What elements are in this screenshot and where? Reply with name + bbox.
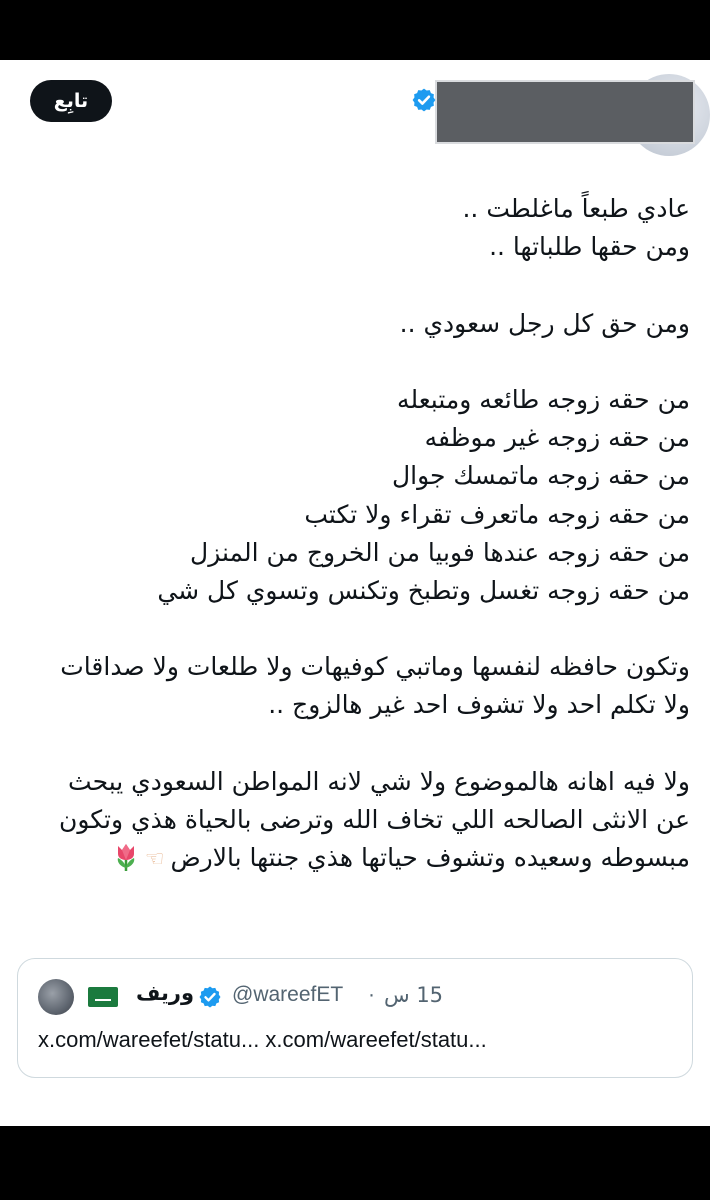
tweet-line-text: مبسوطه وسعيده وتشوف حياتها هذي جنتها بالارض	[170, 843, 690, 873]
tweet-line	[10, 419, 690, 457]
saudi-flag-icon	[88, 987, 118, 1007]
tweet-line	[10, 686, 690, 724]
pointing-hand-emoji: ☜	[144, 847, 165, 873]
tweet-line	[10, 228, 690, 266]
verified-badge-icon	[411, 87, 437, 113]
tweet-blank-line	[10, 266, 690, 304]
author-name-redacted[interactable]	[437, 82, 693, 142]
tweet-line	[10, 648, 690, 686]
tweet-line-text: ومن حقها طلباتها ..	[489, 232, 690, 262]
quoted-tweet-card[interactable]	[17, 958, 693, 1078]
quoted-tweet-link[interactable]: x.com/wareefet/statu... x.com/wareefet/statu...	[38, 1027, 487, 1052]
quoted-author-handle[interactable]: @wareefET	[232, 983, 344, 1006]
tweet-line-text: من حقه زوجه ماتمسك جوال	[392, 461, 690, 491]
tweet-line-text: ولا تكلم احد ولا تشوف احد غير هالزوج ..	[268, 690, 690, 720]
tweet-line-text: من حقه زوجه ماتعرف تقراء ولا تكتب	[304, 499, 690, 529]
tweet-line	[10, 496, 690, 534]
tweet-body	[10, 190, 690, 877]
meta-separator: ·	[368, 983, 375, 1006]
tweet-line-text: من حقه زوجه عندها فوبيا من الخروج من المنزل	[190, 537, 690, 567]
tweet-blank-line	[10, 725, 690, 763]
tweet-line-text: وتكون حافظه لنفسها وماتبي كوفيهات ولا طلعات ولا صداقات	[60, 652, 690, 682]
tweet-blank-line	[10, 610, 690, 648]
tweet-line	[10, 457, 690, 495]
tweet-line-text: من حقه زوجه غير موظفه	[424, 423, 690, 453]
tweet-line-text: ولا فيه اهانه هالموضوع ولا شي لانه المواطن السعودي يبحث	[68, 766, 690, 796]
follow-button[interactable]: تابِع	[30, 80, 112, 122]
bottom-bar	[0, 1126, 710, 1200]
tweet-line-text: عن الانثى الصالحه اللي تخاف الله وترضى بالحياة هذي وتكون	[58, 805, 690, 834]
tweet-line	[10, 534, 690, 572]
tweet-line-text: عادي طبعاً ماغلطت ..	[462, 194, 690, 223]
tweet-line	[10, 801, 690, 839]
tweet-line	[10, 763, 690, 801]
tweet-line	[10, 572, 690, 610]
tweet-line	[10, 305, 690, 343]
tweet-line	[10, 839, 690, 877]
tweet-line-text: ومن حق كل رجل سعودي ..	[399, 308, 690, 338]
quoted-timestamp[interactable]: 15 س	[384, 983, 444, 1007]
tweet-line	[10, 381, 690, 419]
quoted-author-avatar[interactable]	[38, 979, 74, 1015]
tulip-emoji	[113, 842, 139, 872]
tweet-line-text: من حقه زوجه طائعه ومتبعله	[397, 384, 690, 414]
tweet-line	[10, 190, 690, 228]
status-bar	[0, 0, 710, 60]
tweet-line-text: من حقه زوجه تغسل وتطبخ وتكنس وتسوي كل شي	[157, 575, 690, 605]
tweet-blank-line	[10, 343, 690, 381]
quoted-verified-badge-icon	[198, 985, 222, 1009]
quoted-author-name[interactable]: وريف	[136, 981, 195, 1005]
